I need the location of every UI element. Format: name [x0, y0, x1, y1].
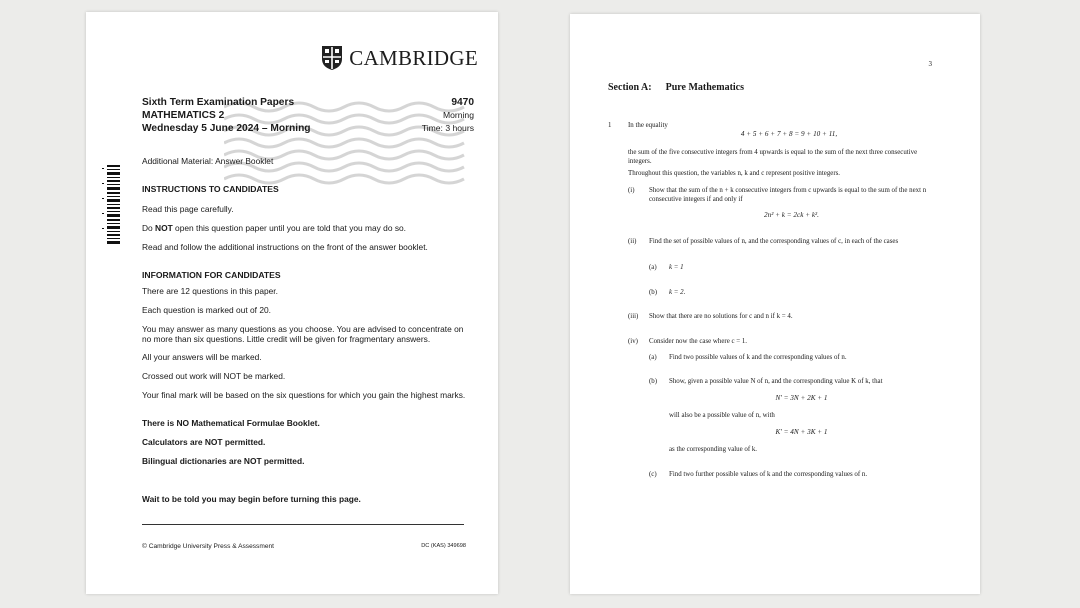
subject-row [142, 110, 474, 121]
instruction-item [142, 224, 468, 234]
subpart-label: (c) [649, 471, 657, 478]
footer-divider [142, 524, 464, 525]
shield-icon [321, 45, 343, 71]
question-paragraph: the sum of the five consecutive integers from 4 upwards is equal to the sum of the next three consecutive integers. [628, 149, 918, 165]
part-text: Find the set of possible values of n, and the corresponding values of c, in each of the cases [649, 238, 899, 245]
section-label: Section A: [608, 82, 652, 93]
subject-title: MATHEMATICS 2 [142, 110, 225, 121]
instructions-heading: INSTRUCTIONS TO CANDIDATES [142, 184, 279, 194]
wait-notice: Wait to be told you may begin before turning this page. [142, 494, 361, 504]
part-label: (iii) [628, 313, 639, 320]
notice-dictionaries: Bilingual dictionaries are NOT permitted. [142, 456, 305, 466]
cambridge-logo [321, 45, 478, 71]
information-heading: INFORMATION FOR CANDIDATES [142, 270, 281, 280]
instruction-item: Read this page carefully. [142, 204, 234, 214]
part-label: (iv) [628, 338, 638, 345]
subpart-text: k = 2. [669, 289, 686, 296]
information-item: There are 12 questions in this paper. [142, 286, 278, 296]
notice-calculators: Calculators are NOT permitted. [142, 437, 266, 447]
notice-formulae: There is NO Mathematical Formulae Booklet. [142, 418, 320, 428]
part-label: (i) [628, 187, 635, 194]
subpart-text: Find two further possible values of k and the corresponding values of n. [669, 471, 868, 478]
subpart-text: will also be a possible value of n, with [669, 412, 775, 419]
subpart-equation: N′ = 3N + 2K + 1 [775, 394, 828, 402]
part-text: Show that there are no solutions for c and n if k = 4. [649, 313, 793, 320]
instruction-text: open this question paper until you are told that you may do so. [172, 223, 406, 233]
question-number: 1 [608, 122, 612, 129]
date-row [142, 123, 474, 134]
subpart-label: (a) [649, 354, 657, 361]
part-equation: 2n² + k = 2ck + k². [764, 211, 819, 219]
information-item: Your final mark will be based on the six questions for which you gain the highest marks. [142, 390, 466, 400]
brand-name: CAMBRIDGE [349, 45, 478, 70]
subpart-label: (a) [649, 264, 657, 271]
information-item: You may answer as many questions as you choose. You are advised to concentrate on no more than six questions. Little credit will be given for fragmentary answers. [142, 324, 464, 344]
barcode [102, 165, 120, 245]
instruction-emphasis: NOT [155, 223, 173, 233]
main-equation: 4 + 5 + 6 + 7 + 8 = 9 + 10 + 11, [740, 130, 838, 138]
exam-date: Wednesday 5 June 2024 – Morning [142, 123, 311, 134]
additional-material: Additional Material: Answer Booklet [142, 156, 274, 166]
question-intro: In the equality [628, 122, 668, 129]
exam-duration: Time: 3 hours [421, 123, 474, 133]
part-text: Show that the sum of the n + k consecutive integers from c upwards is equal to the sum of the next n consecutive integers if and only if [649, 187, 927, 203]
paper-title-row [142, 97, 474, 108]
part-label: (ii) [628, 238, 637, 245]
information-item: Each question is marked out of 20. [142, 305, 271, 315]
copyright: © Cambridge University Press & Assessment [142, 543, 275, 550]
part-text: Consider now the case where c = 1. [649, 338, 748, 345]
document-code: DC (KAS) 349698 [421, 543, 466, 549]
information-item: Crossed out work will NOT be marked. [142, 371, 286, 381]
section-heading [608, 82, 758, 93]
subpart-text: k = 1 [669, 264, 684, 271]
information-item: All your answers will be marked. [142, 352, 262, 362]
subpart-equation: K′ = 4N + 3K + 1 [775, 428, 828, 436]
subpart-text: Show, given a possible value N of n, and the corresponding value K of k, that [669, 378, 883, 385]
section-name: Pure Mathematics [665, 82, 745, 93]
instruction-item: Read and follow the additional instructions on the front of the answer booklet. [142, 242, 428, 252]
page-number: 3 [928, 60, 932, 68]
cover-page [86, 12, 498, 594]
subpart-label: (b) [649, 289, 658, 296]
subpart-text: as the corresponding value of k. [669, 446, 758, 453]
paper-code: 9470 [451, 97, 474, 108]
question-page [570, 14, 980, 594]
question-paragraph: Throughout this question, the variables n, k and c represent positive integers. [628, 170, 841, 177]
instruction-text: Do [142, 223, 156, 233]
subpart-text: Find two possible values of k and the corresponding values of n. [669, 354, 847, 361]
paper-title: Sixth Term Examination Papers [142, 97, 295, 108]
subpart-label: (b) [649, 378, 658, 385]
session: Morning [442, 110, 474, 120]
